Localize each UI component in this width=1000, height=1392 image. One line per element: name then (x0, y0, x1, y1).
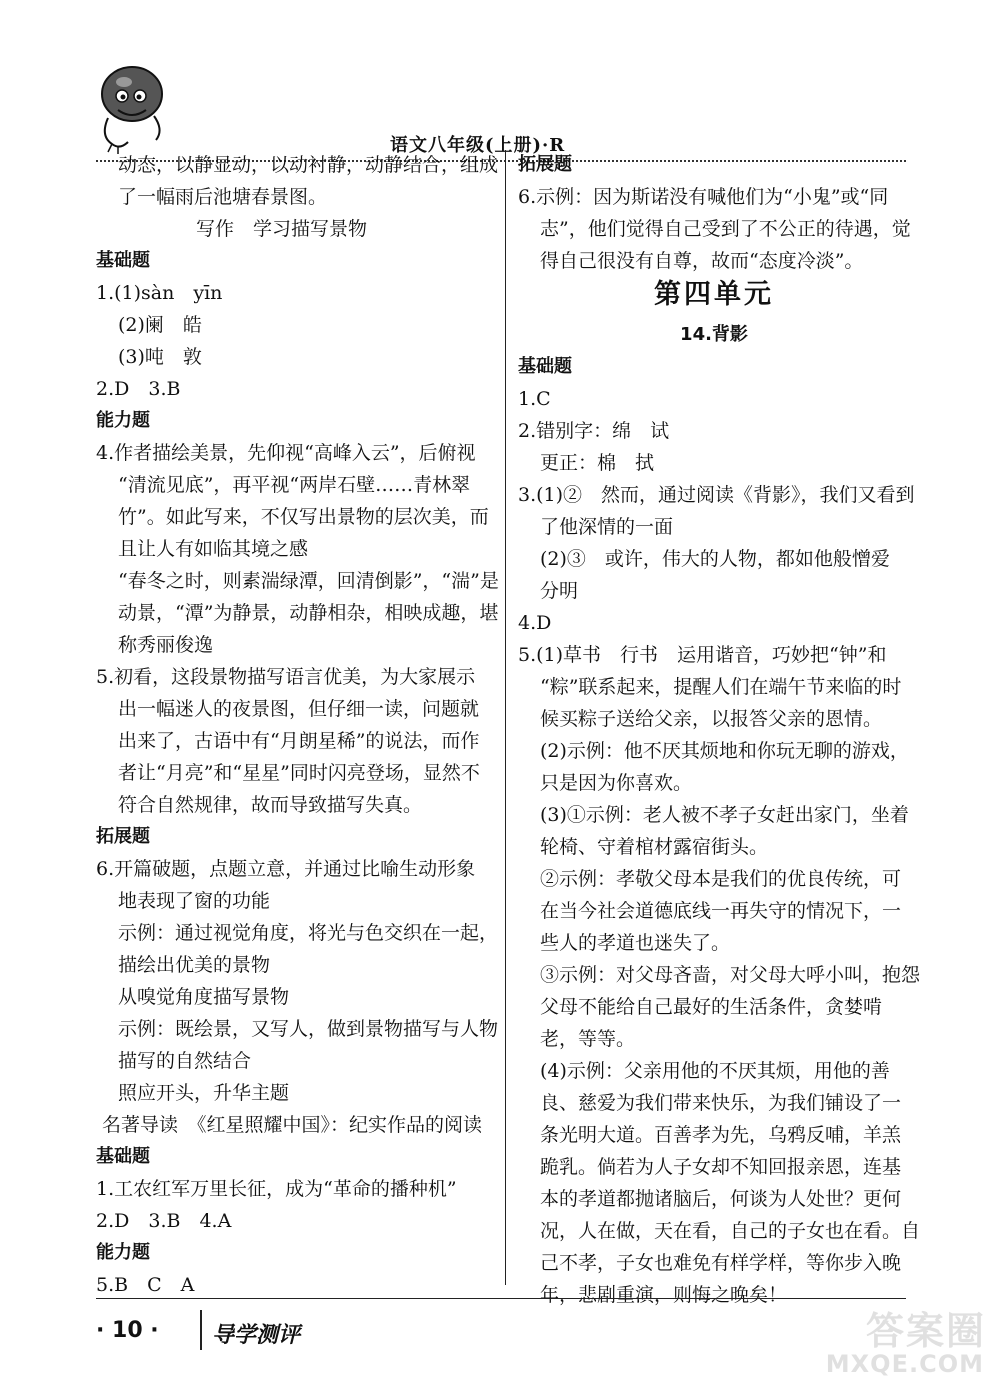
text-line: (2)③ 或许，伟大的人物，都如他般憎爱 (540, 548, 890, 570)
answer-line: 2.错别字：绵 试 (518, 420, 670, 442)
footer-brand: 导学测评 (212, 1323, 301, 1348)
text-line: 本的孝道都抛诸脑后，何谈为人处世？更何 (540, 1188, 902, 1210)
section-title: 名著导读 《红星照耀中国》：纪实作品的阅读 (102, 1114, 483, 1136)
footer-separator (200, 1310, 202, 1350)
text-line: 跪乳。倘若为人子女却不知回报亲恩，连基 (540, 1156, 902, 1178)
text-line: 动态，以静显动，以动衬静，动静结合，组成 (118, 154, 499, 176)
answer-line: 5.(1)草书 行书 运用谐音，巧妙把“钟”和 (518, 644, 887, 666)
text-line: 得自己很没有自尊，故而“态度冷淡”。 (540, 250, 864, 272)
watermark-logo (812, 1298, 992, 1388)
text-line: 且让人有如临其境之感 (118, 538, 309, 560)
answer-line: 1.工农红军万里长征，成为“革命的播种机” (96, 1178, 457, 1200)
text-line: 己不孝，子女也难免有样学样，等你步入晚 (540, 1252, 902, 1274)
mascot-logo-icon (88, 56, 178, 156)
column-divider (505, 150, 506, 1285)
text-line: 分明 (540, 580, 579, 602)
text-line: “清流见底”，再平视“两岸石壁……青林翠 (118, 474, 471, 496)
answer-line: 5.初看，这段景物描写语言优美，为大家展示 (96, 666, 476, 688)
text-line: 些人的孝道也迷失了。 (540, 932, 731, 954)
section-heading: 基础题 (96, 1146, 150, 1167)
text-line: 老，等等。 (540, 1028, 636, 1050)
answer-line: 2.D 3.B 4.A (96, 1210, 232, 1232)
section-heading: 拓展题 (96, 826, 150, 847)
watermark-bottom-text: MXQE.COM (825, 1350, 984, 1378)
section-heading: 基础题 (96, 250, 150, 271)
text-line: 年，悲剧重演，则悔之晚矣！ (540, 1284, 788, 1306)
text-line: 照应开头，升华主题 (118, 1082, 290, 1104)
text-line: 志”，他们觉得自己受到了不公正的待遇，觉 (540, 218, 911, 240)
footer-rule (96, 1298, 906, 1299)
text-line: 描绘出优美的景物 (118, 954, 271, 976)
text-line: (3)①示例：老人被不孝子女赶出家门，坐着 (540, 804, 909, 826)
header-title: 语文八年级(上册)·R (390, 135, 566, 156)
answer-line: 1.(1)sàn yīn (96, 282, 223, 304)
page-number: · 10 · (96, 1318, 159, 1343)
text-line: 候买粽子送给父亲，以报答父亲的恩情。 (540, 708, 883, 730)
answer-line: 1.C (518, 388, 551, 410)
unit-title: 第四单元 (654, 279, 774, 310)
answer-line: 3.(1)② 然而，通过阅读《背影》，我们又看到 (518, 484, 915, 506)
section-title: 写作 学习描写景物 (196, 218, 368, 240)
answer-line: 6.开篇破题，点题立意，并通过比喻生动形象 (96, 858, 476, 880)
text-line: 竹”。如此写来，不仅写出景物的层次美，而 (118, 506, 489, 528)
text-line: 了他深情的一面 (540, 516, 674, 538)
section-heading: 基础题 (518, 356, 572, 377)
text-line: 条光明大道。百善孝为先，乌鸦反哺，羊羔 (540, 1124, 902, 1146)
answer-line: 5.B C A (96, 1274, 195, 1296)
text-line: (2)示例：他不厌其烦地和你玩无聊的游戏， (540, 740, 909, 762)
text-line: 从嗅觉角度描写景物 (118, 986, 290, 1008)
text-line: ②示例：孝敬父母本是我们的优良传统，可 (540, 868, 902, 890)
text-line: 示例：通过视觉角度，将光与色交织在一起， (118, 922, 499, 944)
lesson-title: 14.背影 (680, 324, 748, 345)
text-line: ③示例：对父母吝啬，对父母大呼小叫，抱怨 (540, 964, 921, 986)
text-line: 良、慈爱为我们带来快乐，为我们铺设了一 (540, 1092, 902, 1114)
text-line: 地表现了窗的功能 (118, 890, 271, 912)
text-line: “粽”联系起来，提醒人们在端午节来临的时 (540, 676, 902, 698)
text-line: 轮椅、守着棺材露宿街头。 (540, 836, 769, 858)
section-heading: 能力题 (96, 1242, 150, 1263)
answer-line: 6.示例：因为斯诺没有喊他们为“小鬼”或“同 (518, 186, 889, 208)
section-heading: 能力题 (96, 410, 150, 431)
text-line: 出一幅迷人的夜景图，但仔细一读，问题就 (118, 698, 480, 720)
text-line: 父母不能给自己最好的生活条件，贪婪啃 (540, 996, 883, 1018)
text-line: 称秀丽俊逸 (118, 634, 214, 656)
answer-line: (3)吨 敦 (118, 346, 202, 368)
answer-line: (2)阑 皓 (118, 314, 202, 336)
text-line: 示例：既绘景，又写人，做到景物描写与人物 (118, 1018, 499, 1040)
text-line: 出来了，古语中有“月朗星稀”的说法，而作 (118, 730, 480, 752)
answer-line: 4.D (518, 612, 552, 634)
text-line: 在当今社会道德底线一再失守的情况下，一 (540, 900, 902, 922)
answer-line: 4.作者描绘美景，先仰视“高峰入云”，后俯视 (96, 442, 476, 464)
answer-line: 2.D 3.B (96, 378, 181, 400)
text-line: 符合自然规律，故而导致描写失真。 (118, 794, 423, 816)
text-line: (4)示例：父亲用他的不厌其烦，用他的善 (540, 1060, 890, 1082)
text-line: 更正：棉 拭 (540, 452, 655, 474)
text-line: 动景，“潭”为静景，动静相杂，相映成趣，堪 (118, 602, 499, 624)
text-line: 者让“月亮”和“星星”同时闪亮登场，显然不 (118, 762, 480, 784)
section-heading: 拓展题 (518, 154, 572, 175)
text-line: 了一幅雨后池塘春景图。 (118, 186, 328, 208)
text-line: “春冬之时，则素湍绿潭，回清倒影”，“湍”是 (118, 570, 499, 592)
text-line: 况，人在做，天在看，自己的子女也在看。自 (540, 1220, 921, 1242)
text-line: 只是因为你喜欢。 (540, 772, 693, 794)
watermark-top-text: 答案圈 (865, 1309, 986, 1353)
text-line: 描写的自然结合 (118, 1050, 252, 1072)
